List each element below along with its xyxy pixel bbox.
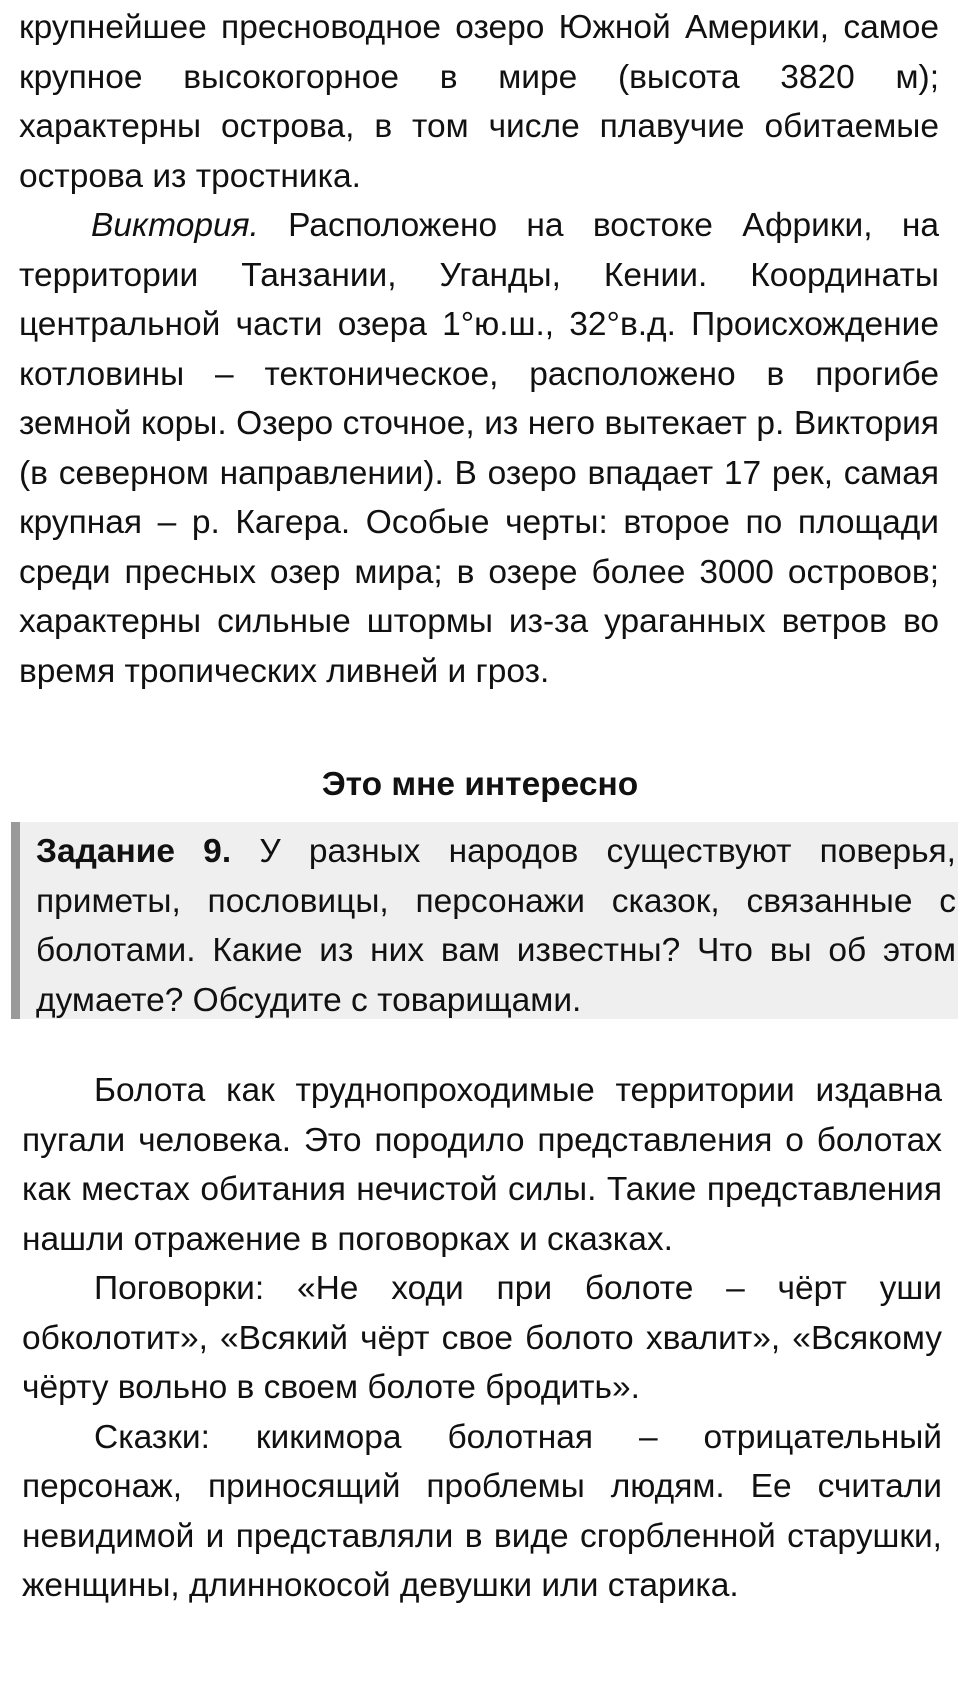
top-text-block xyxy=(19,3,939,696)
answer-text-block xyxy=(22,1066,942,1611)
victoria-lake-name: Виктория. xyxy=(91,207,259,244)
task-label: Задание 9. xyxy=(36,833,232,870)
victoria-description: Расположено на востоке Африки, на территории Танзании, Уганды, Кении. Координаты центральной части озера 1°ю.ш., 32°в.д. Происхождение котловины – тектоническое, расположено в прогибе земной коры. Озеро сточное, из него вытекает р. Виктория (в северном направлении). В озеро впадает 17 рек, самая крупная – р. Кагера. Особые черты: второе по площади среди пресных озер мира; в озере более 3000 островов; характерны сильные штормы из-за ураганных ветров во время тропических ливней и гроз. xyxy=(19,207,939,690)
answer-paragraph-tales: Сказки: кикимора болотная – отрицательный персонаж, приносящий проблемы людям. Ее считали невидимой и представляли в виде сгорбленной старушки, женщины, длиннокосой девушки или старика. xyxy=(22,1418,942,1604)
victoria-paragraph xyxy=(19,201,939,696)
titicaca-paragraph-end: крупнейшее пресноводное озеро Южной Америки, самое крупное высокогорное в мире (высота 3820 м); характерны острова, в том числе плавучие обитаемые острова из тростника. xyxy=(19,9,939,195)
answer-paragraph-sayings: Поговорки: «Не ходи при болоте – чёрт уши обколотит», «Всякий чёрт свое болото хвалит», «Всякому чёрту вольно в своем болоте бродить». xyxy=(22,1270,942,1406)
task-text xyxy=(36,827,956,1025)
task-question: У разных народов существуют поверья, приметы, пословицы, персонажи сказок, связанные с болотами. Какие из них вам известны? Что вы об этом думаете? Обсудите с товарищами. xyxy=(36,833,956,1019)
answer-paragraph-intro: Болота как труднопроходимые территории издавна пугали человека. Это породило представления о болотах как местах обитания нечистой силы. Такие представления нашли отражение в поговорках и сказках. xyxy=(22,1072,942,1258)
section-heading: Это мне интересно xyxy=(321,766,639,803)
task-box xyxy=(11,822,958,1019)
